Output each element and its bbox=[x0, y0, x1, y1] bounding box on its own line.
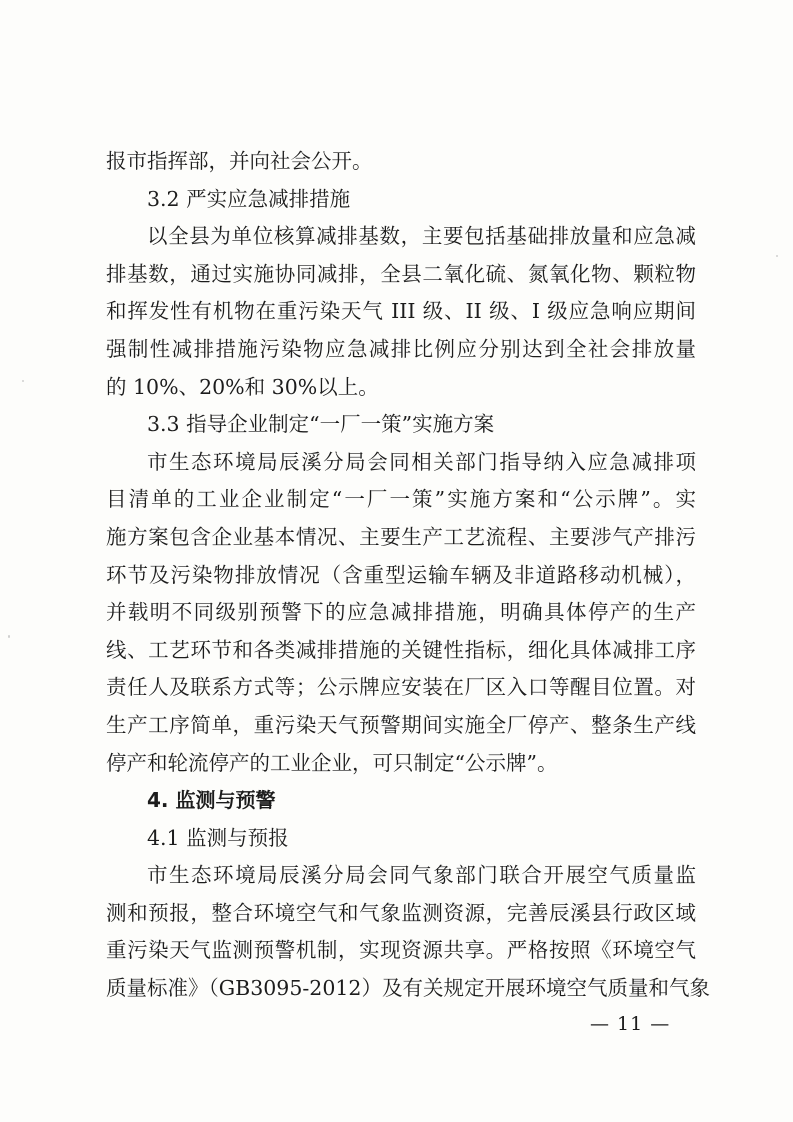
paragraph-line: 停产和轮流停产的工业企业，可只制定“公示牌”。 bbox=[106, 750, 558, 775]
scan-speck bbox=[776, 255, 778, 257]
paragraph-line: 市生态环境局辰溪分局会同相关部门指导纳入应急减排项 bbox=[147, 449, 696, 474]
paragraph-line: 排基数，通过实施协同减排，全县二氧化硫、氮氧化物、颗粒物 bbox=[106, 261, 696, 286]
section-heading-3-3: 3.3 指导企业制定“一厂一策”实施方案 bbox=[147, 412, 495, 437]
paragraph-line: 强制性减排措施污染物应急减排比例应分别达到全社会排放量 bbox=[106, 336, 696, 361]
section-heading-4: 4. 监测与预警 bbox=[147, 788, 276, 813]
paragraph-line: 责任人及联系方式等；公示牌应安装在厂区入口等醒目位置。对 bbox=[106, 675, 696, 700]
paragraph-line: 质量标准》（GB3095-2012）及有关规定开展环境空气质量和气象 bbox=[106, 976, 710, 1001]
paragraph-line: 市生态环境局辰溪分局会同气象部门联合开展空气质量监 bbox=[147, 863, 696, 888]
paragraph-line: 以全县为单位核算减排基数，主要包括基础排放量和应急减 bbox=[147, 224, 696, 249]
paragraph-line: 线、工艺环节和各类减排措施的关键性指标，细化具体减排工序 bbox=[106, 637, 696, 662]
paragraph-line: 测和预报，整合环境空气和气象监测资源，完善辰溪县行政区域 bbox=[106, 900, 696, 925]
page-number: — 11 — bbox=[590, 1013, 671, 1035]
paragraph-line: 生产工序简单，重污染天气预警期间实施全厂停产、整条生产线 bbox=[106, 712, 696, 737]
paragraph-line: 并载明不同级别预警下的应急减排措施，明确具体停产的生产 bbox=[106, 600, 696, 625]
scan-speck bbox=[22, 380, 24, 382]
paragraph-line: 报市指挥部，并向社会公开。 bbox=[106, 149, 373, 173]
section-heading-3-2: 3.2 严实应急减排措施 bbox=[147, 186, 351, 211]
paragraph-line: 和挥发性有机物在重污染天气 III 级、II 级、I 级应急响应期间 bbox=[106, 299, 696, 324]
paragraph-line: 的 10%、20%和 30%以上。 bbox=[106, 374, 379, 399]
body-text bbox=[106, 143, 710, 1008]
paragraph-line: 施方案包含企业基本情况、主要生产工艺流程、主要涉气产排污 bbox=[106, 524, 696, 549]
scan-speck bbox=[8, 635, 10, 638]
section-heading-4-1: 4.1 监测与预报 bbox=[147, 825, 289, 850]
paragraph-line: 目清单的工业企业制定“一厂一策”实施方案和“公示牌”。实 bbox=[106, 487, 696, 512]
paragraph-line: 重污染天气监测预警机制，实现资源共享。严格按照《环境空气 bbox=[106, 938, 696, 963]
paragraph-line: 环节及污染物排放情况（含重型运输车辆及非道路移动机械）， bbox=[106, 562, 696, 587]
